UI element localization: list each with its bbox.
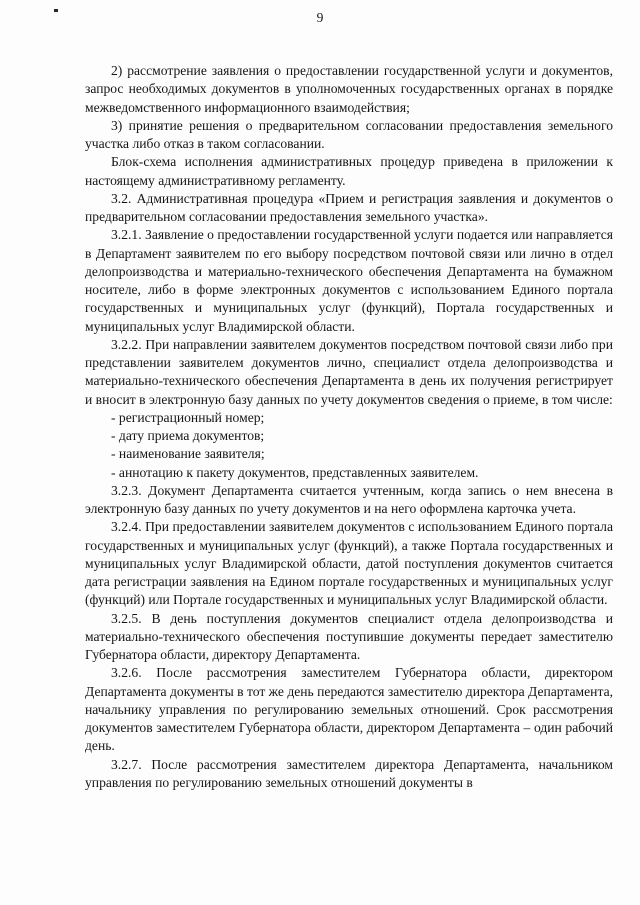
paragraph-section-3-2-3: 3.2.3. Документ Департамента считается учтенным, когда запись о нем внесена в электронную базу данных по учету документов и на него оформлена карточка учета. — [85, 482, 613, 516]
paragraph-flowchart-reference: Блок-схема исполнения административных процедур приведена в приложении к настоящему административному регламенту. — [85, 154, 613, 188]
list-item-applicant-name: - наименование заявителя; — [111, 446, 265, 462]
page-number: 9 — [316, 10, 324, 25]
list-item-receipt-date: - дату приема документов; — [111, 428, 265, 443]
paragraph-section-3-2-6: 3.2.6. После рассмотрения заместителем Губернатора области, директором Департамента документы в тот же день передаются заместителю директора Департамента, начальнику управления по регулированию земельных отношений. Срок рассмотрения документов заместителем Губернатора области, директором Департамента – один рабочий день. — [85, 665, 613, 754]
paragraph-section-3-2-4: 3.2.4. При предоставлении заявителем документов с использованием Единого портала государственных и муниципальных услуг (функций), а также Портала государственных и муниципальных услуг Владимирской области, датой поступления документов считается дата регистрации заявления на Едином портале государственных и муниципальных услуг (функций) или Портале государственных и муниципальных услуг Владимирской области. — [85, 519, 613, 608]
document-body — [85, 62, 613, 792]
paragraph-section-3-2-2: 3.2.2. При направлении заявителем документов посредством почтовой связи либо при представлении заявителем документов лично, специалист отдела делопроизводства и материально-технического обеспечения Департамента в день их получения регистрирует и вносит в электронную базу данных по учету документов сведения о приеме, в том числе: — [85, 336, 613, 407]
paragraph-section-3-2-1: 3.2.1. Заявление о предоставлении государственной услуги подается или направляется в Департамент заявителем по его выбору посредством почтовой связи или лично в отдел делопроизводства и материально-технического обеспечения Департамента на бумажном носителе, либо в форме электронных документов с использованием Единого портала государственных и муниципальных услуг (функций), Портала государственных и муниципальных услуг Владимирской области. — [85, 227, 613, 334]
paragraph-procedure-2: 2) рассмотрение заявления о предоставлении государственной услуги и документов, запрос необходимых документов в уполномоченных государственных органах в порядке межведомственного информационного взаимодействия; — [85, 63, 613, 115]
paragraph-section-3-2-5: 3.2.5. В день поступления документов специалист отдела делопроизводства и материально-технического обеспечения поступившие документы передает заместителю Губернатора области, директору Департамента. — [85, 610, 613, 662]
list-item-annotation: - аннотацию к пакету документов, представленных заявителем. — [111, 464, 479, 480]
list-item-registration-number: - регистрационный номер; — [111, 409, 265, 425]
paragraph-procedure-3: 3) принятие решения о предварительном согласовании предоставления земельного участка либо отказ в таком согласовании. — [85, 117, 613, 151]
paragraph-section-3-2: 3.2. Административная процедура «Прием и регистрация заявления и документов о предварительном согласовании предоставления земельного участка». — [85, 190, 613, 224]
paragraph-section-3-2-7: 3.2.7. После рассмотрения заместителем директора Департамента, начальником управления по регулированию земельных отношений документы в — [85, 756, 613, 790]
